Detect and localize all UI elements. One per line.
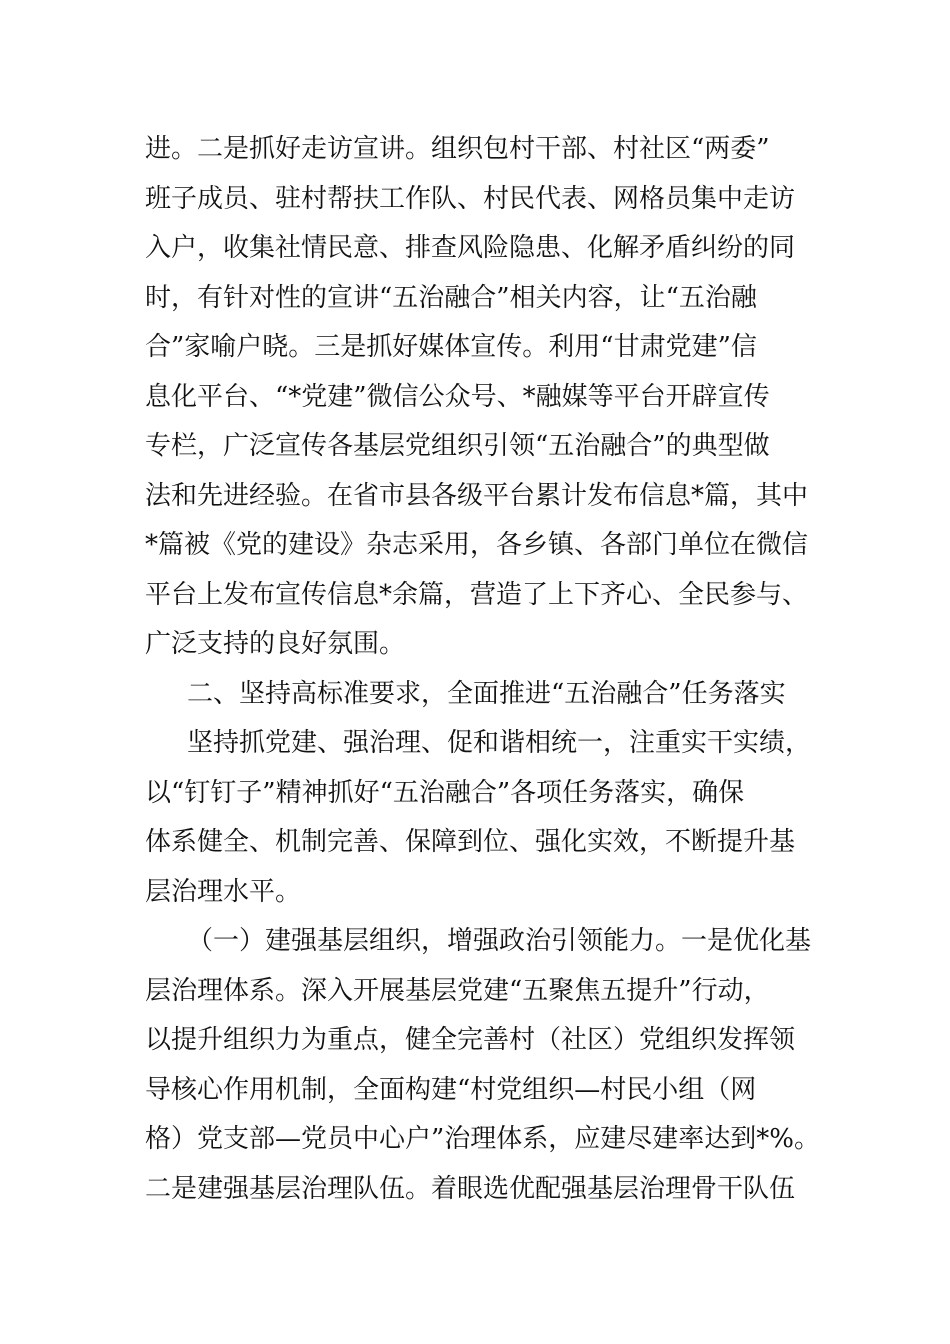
text-line: 格）党支部—党员中心户”治理体系，应建尽建率达到*%。 (145, 1124, 820, 1154)
text-line: 以提升组织力为重点，健全完善村（社区）党组织发挥领 (145, 1025, 796, 1055)
text-line: 导核心作用机制，全面构建“村党组织—村民小组（网 (145, 1075, 757, 1105)
text-line: 专栏，广泛宣传各基层党组织引领“五治融合”的典型做 (145, 431, 770, 461)
text-line: 平台上发布宣传信息*余篇，营造了上下齐心、全民参与、 (145, 580, 809, 610)
text-line: 层治理体系。深入开展基层党建“五聚焦五提升”行动， (145, 976, 770, 1006)
text-line: 层治理水平。 (145, 877, 302, 907)
text-line: 以“钉钉子”精神抓好“五治融合”各项任务落实，确保 (145, 778, 745, 808)
text-line: 广泛支持的良好氛围。 (145, 629, 406, 659)
text-line: 法和先进经验。在省市县各级平台累计发布信息*篇，其中 (145, 481, 809, 511)
text-line: 坚持抓党建、强治理、促和谐相统一，注重实干实绩， (187, 728, 812, 758)
text-line: 合”家喻户晓。三是抓好媒体宣传。利用“甘肃党建”信 (145, 332, 757, 362)
text-line: 时，有针对性的宣讲“五治融合”相关内容，让“五治融 (145, 283, 757, 313)
text-line: 二是建强基层治理队伍。着眼选优配强基层治理骨干队伍 (145, 1174, 796, 1204)
text-line: （一）建强基层组织，增强政治引领能力。一是优化基 (187, 926, 812, 956)
text-line: 入户，收集社情民意、排查风险隐患、化解矛盾纠纷的同 (145, 233, 796, 263)
text-line: 班子成员、驻村帮扶工作队、村民代表、网格员集中走访 (145, 184, 796, 214)
text-line: 进。二是抓好走访宣讲。组织包村干部、村社区“两委” (145, 134, 770, 164)
text-line: 体系健全、机制完善、保障到位、强化实效，不断提升基 (145, 827, 796, 857)
text-line: *篇被《党的建设》杂志采用，各乡镇、各部门单位在微信 (145, 530, 809, 560)
text-line: 息化平台、“*党建”微信公众号、*融媒等平台开辟宣传 (145, 382, 770, 412)
text-line: 二、坚持高标准要求，全面推进“五治融合”任务落实 (187, 679, 786, 709)
